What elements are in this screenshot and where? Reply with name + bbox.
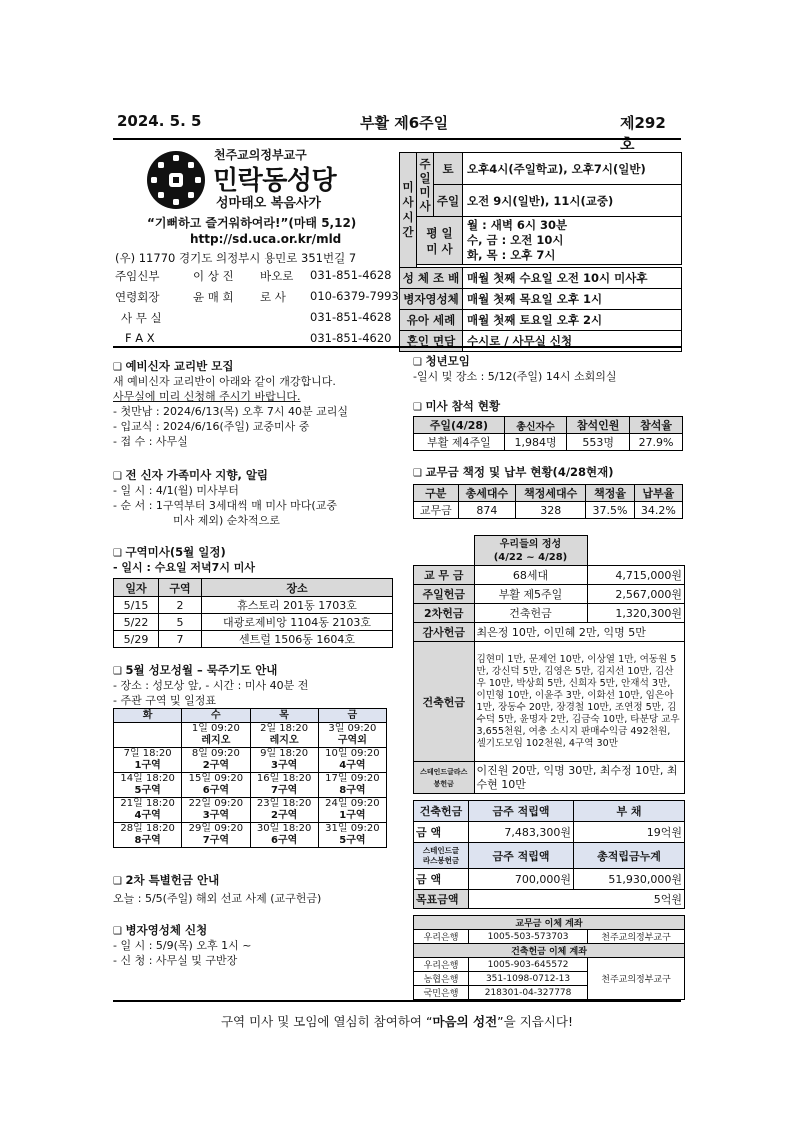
catechumen-item: - 첫만남 : 2024/6/13(목) 오후 7시 40분 교리실 [113,405,349,418]
second-collection-text: 오늘 : 5/5(주일) 해외 선교 사제 (교구헌금) [113,892,322,905]
rosary-info: - 장소 : 성모상 앞, - 시간 : 미사 40분 전 [113,679,309,692]
left-column [113,358,403,968]
attendance-table: 주일(4/28) 총신자수 참석인원 참석율 부활 제4주일 1,984명 553명 27.9% [413,416,683,451]
contact-row: 사 무 실 031-851-4628 [121,310,392,325]
building-fund-table: 건축헌금 금주 적립액 부 채 금 액 7,483,300원 19억원 스테인드글 라스봉헌금 금주 적립액 총적립금누계 금 액 700,000원 51,930,000원 목표금액 5억원 [413,800,685,909]
offerings-table: 우리들의 정성 (4/22 ~ 4/28) 교 무 금 68세대 4,715,000원 주일헌금 부활 제5주일 2,567,000원 2차헌금 건축헌금 1,320,300원 감사헌금 최은정 10만, 이민혜 2만, 익명 5만 건축헌금 김현미 1만, 문제언 10만, 이상열 1만, 여동원 5만, 강신덕 5만, 김영은 5만, 김지선 10만, 김산우 10만, 박상희 5만, 신희자 5만, 안재석 3만, 이민형 10만, 이윤주 3만, 이화선 10만, 임은아 1만, 장동수 20만, 장경철 10만, 조연정 5만, 김수덕 5만, 윤명자 2만, 김금숙 10만, 타분당 교우 3,655천원, 여총 소시지 판매수익금 492천원, 셀기도모임 102천원, 4구역 30만 스테인드글라스 봉헌금 이진원 20만, 익명 30만, 최수정 10만, 최수현 10만 [413,535,685,794]
parish-patron: 성마태오 복음사가 [216,196,321,211]
building-offering-text: 김현미 1만, 문제언 10만, 이상열 1만, 여동원 5만, 강신덕 5만, 김영은 5만, 김지선 10만, 김산우 10만, 박상희 5만, 신희자 5만, 안재석 3만, 이민형 10만, 이윤주 3만, 이화선 10만, 임은아 1만, 장동수 20만, 장경철 10만, 조연정 5만, 김수덕 5만, 윤명자 2만, 김금숙 10만, 타분당 교우 3,655천원, 여총 소시지 판매수익금 492천원, 셀기도모임 102천원, 4구역 30만 [474,642,685,762]
section-rule [113,346,681,348]
liturgical-week: 부활 제6주일 [360,114,449,132]
rosary-calendar: 화 수 목 금 1일 09:20 레지오 2일 18:20 레지오 3일 09:20 구역외 7일 18:20 1구역 8일 09:20 2구역 9일 18:20 3구역 10일 09:20 4구역 14일 18:20 5구역 15일 09:20 6구역 16일 18:20 7구역 17일 09:20 8구역 21일 18:20 4구역 22일 09:20 3구역 23일 18:20 2구역 24일 09:20 1구역 28일 18:20 8구역 29일 09:20 7구역 30일 18:20 6구역 31일 09:20 5구역 [113,708,387,848]
thanks-offering-text: 최은정 10만, 이민혜 2만, 익명 5만 [474,623,685,642]
diocese-name: 천주교의정부교구 [214,148,307,162]
catechumen-intro2: 사무실에 미리 신청해 주시기 바랍니다. [113,390,301,403]
district-mass-subtitle: - 일시 : 수요일 저녁7시 미사 [113,561,256,574]
adoration-label: 성 체 조 배 [400,268,463,289]
second-collection-title: ❑ 2차 특별헌금 안내 [113,872,403,888]
parish-motto: “기뻐하고 즐거워하여라!”(마태 5,12) [147,216,357,230]
sick-communion-label: 병자영성체 [400,289,463,310]
right-column [413,353,683,1000]
header-rule [113,138,681,140]
sick-communion-title: ❑ 병자영성체 신청 [113,922,403,938]
parish-name: 민락동성당 [213,166,337,196]
district-mass-table: 일자 구역 장소 5/15 2 휴스토리 201동 1703호 5/22 5 대광로제비앙 1104동 2103호 5/29 7 센트럴 1506동 1604호 [113,578,393,648]
marriage-label: 혼인 면담 [400,331,463,352]
weekday-times: 월 : 새벽 6시 30분 수, 금 : 오전 10시 화, 목 : 오후 7시 [463,217,682,265]
mass-times-table [399,152,682,352]
dues-table: 구분 총세대수 책정세대수 책정율 납부율 교무금 874 328 37.5% 34.2% [413,484,683,519]
rosary-info: - 주관 구역 및 일정표 [113,694,216,707]
sunday-times: 오전 9시(일반), 11시(교중) [463,185,682,217]
attendance-title: ❑ 미사 참석 현황 [413,398,683,414]
marriage-value: 수시로 / 사무실 신청 [463,331,682,352]
catechumen-title: ❑ 예비신자 교리반 모집 [113,358,403,374]
sick-communion-item: - 일 시 : 5/9(목) 오후 1시 ~ [113,939,252,952]
catechumen-item: - 입교식 : 2024/6/16(주일) 교중미사 중 [113,420,310,433]
bulletin-header [115,112,680,153]
family-mass-title: ❑ 전 신자 가족미사 지향, 알림 [113,467,403,483]
baptism-label: 유아 세례 [400,310,463,331]
table-row: 교무금 874 328 37.5% 34.2% [414,502,683,519]
adoration-value: 매월 첫째 수요일 오전 10시 미사후 [463,268,682,289]
offerings-title: 우리들의 정성 (4/22 ~ 4/28) [474,536,587,566]
baptism-value: 매월 첫째 토요일 오후 2시 [463,310,682,331]
youth-text: -일시 및 장소 : 5/12(주일) 14시 소회의실 [413,370,617,383]
saturday-label: 토 [434,153,463,185]
table-row: 14일 18:20 5구역 15일 09:20 6구역 16일 18:20 7구역 17일 09:20 8구역 [114,773,387,798]
catechumen-item: - 접 수 : 사무실 [113,435,188,448]
bank-accounts-table: 교무금 이체 계좌 우리은행 1005-503-573703 천주교의정부교구 건축헌금 이체 계좌 우리은행 1005-903-645572 천주교의정부교구 농협은행 351-1098-0712-13 국민은행 218301-04-327778 [413,915,685,1000]
table-row: 21일 18:20 4구역 22일 09:20 3구역 23일 18:20 2구역 24일 09:20 1구역 [114,798,387,823]
sick-communion-item: - 신 청 : 사무실 및 구반장 [113,954,238,967]
dues-title: ❑ 교무금 책정 및 납부 현황(4/28현재) [413,464,683,480]
table-row: 5/22 5 대광로제비앙 1104동 2103호 [114,614,393,631]
table-row: 7일 18:20 1구역 8일 09:20 2구역 9일 18:20 3구역 10일 09:20 4구역 [114,748,387,773]
family-mass-item: 미사 제외) 순차적으로 [173,514,280,527]
contact-row: F A X 031-851-4620 [125,331,392,345]
catechumen-intro: 새 예비신자 교리반이 아래와 같이 개강합니다. [113,375,336,388]
mass-times-label: 미사시간 [400,153,417,268]
issue-number: 제292호 [620,114,666,153]
contact-row: 연령회장 윤 매 희 로 사 010-6379-7993 [115,289,399,304]
weekday-mass-label: 평 일 미 사 [417,217,463,265]
contact-list [115,268,400,352]
table-row: 1일 09:20 레지오 2일 18:20 레지오 3일 09:20 구역외 [114,723,387,748]
sick-communion-value: 매월 첫째 목요일 오후 1시 [463,289,682,310]
table-row: 5/29 7 센트럴 1506동 1604호 [114,631,393,648]
table-row: 부활 제4주일 1,984명 553명 27.9% [414,434,683,451]
contact-row: 주임신부 이 상 진 바오로 031-851-4628 [115,268,392,283]
saturday-times: 오후4시(주일학교), 오후7시(일반) [463,153,682,185]
sunday-label: 주일 [434,185,463,217]
parish-address: (우) 11770 경기도 의정부시 용민로 351번길 7 [115,251,357,265]
stained-glass-offering-text: 이진원 20만, 익명 30만, 최수정 10만, 최수현 10만 [474,762,685,794]
youth-title: ❑ 청년모임 [413,353,683,369]
family-mass-item: - 일 시 : 4/1(월) 미사부터 [113,484,239,497]
footer-slogan: 구역 미사 및 모임에 열심히 참여하여 “마음의 성전”을 지읍시다! [220,1014,574,1029]
parish-url[interactable]: http://sd.uca.or.kr/mld [190,232,342,246]
district-mass-title: ❑ 구역미사(5월 일정) [113,544,403,560]
rosary-title: ❑ 5월 성모성월 – 묵주기도 안내 [113,662,403,678]
table-row: 28일 18:20 8구역 29일 09:20 7구역 30일 18:20 6구역 31일 09:20 5구역 [114,823,387,848]
footer-rule [113,1000,681,1002]
family-mass-item: - 순 서 : 1구역부터 3세대씩 매 미사 마다(교중 [113,499,337,512]
issue-date: 2024. 5. 5 [117,112,202,130]
table-row: 5/15 2 휴스토리 201동 1703호 [114,597,393,614]
sunday-mass-label: 주일미사 [417,153,434,217]
parish-logo-icon [146,150,206,210]
